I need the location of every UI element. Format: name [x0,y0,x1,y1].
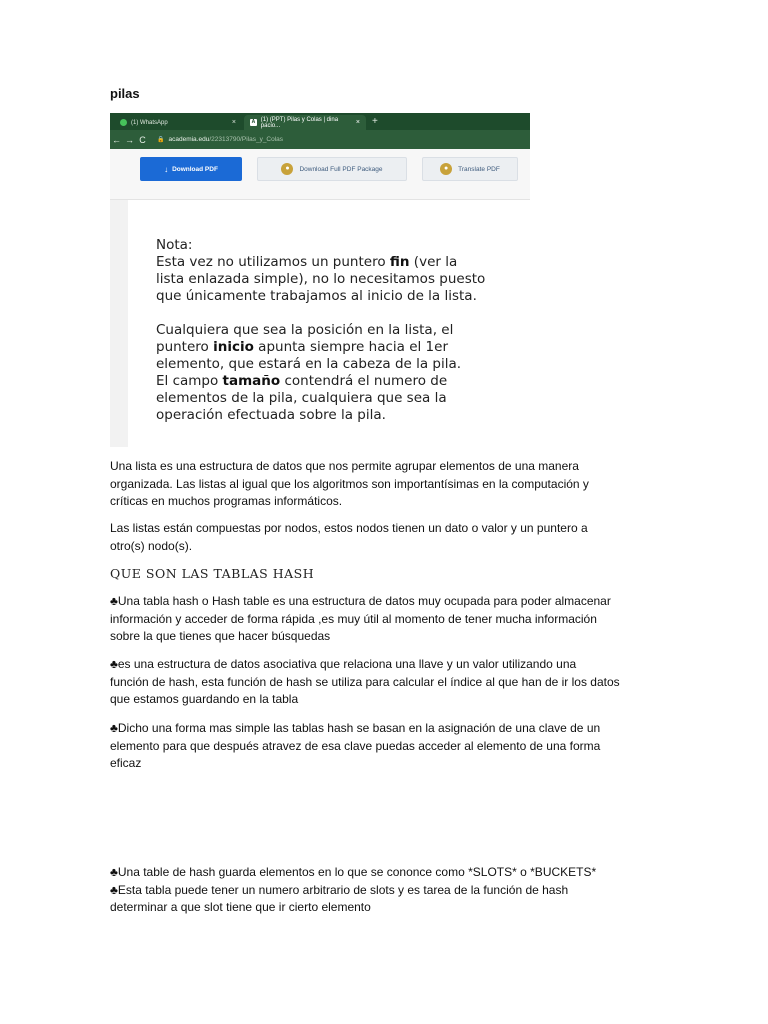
slide-line: elementos de la pila, cualquiera que sea la [156,390,447,406]
lock-icon: 🔒 [157,137,165,143]
slide-bold-word: fin [389,254,410,270]
text-line: eficaz [110,756,142,770]
tab-whatsapp[interactable] [114,115,242,130]
text-line: elemento para que después atravez de esa clave puedas acceder al elemento de una forma [110,738,601,753]
text-line: que estamos guardando en la tabla [110,692,299,706]
url-path: /22313790/Pilas_y_Colas [209,136,284,143]
slide-block-1 [156,237,530,305]
reload-icon[interactable]: C [139,134,146,145]
lock-icon: ● [281,163,293,175]
slide-line: puntero [156,339,214,355]
translate-pdf-label: Translate PDF [458,165,500,173]
download-pdf-button[interactable] [140,157,242,181]
translate-pdf-button[interactable] [422,157,518,181]
download-package-label: Download Full PDF Package [299,165,383,173]
text-line: sobre la que tienes que hacer búsquedas [110,629,331,643]
download-icon: ↓ [164,164,169,174]
document-heading: pilas [110,86,140,101]
slide-line: Nota: [156,237,193,253]
text-line: ♣Una tabla hash o Hash table es una estructura de datos muy ocupada para poder almacenar [110,594,611,608]
slide-line: elemento, que estará en la cabeza de la pila. [156,356,462,372]
slide-bold-word: inicio [213,339,254,355]
paragraph-listas-intro [110,458,658,511]
url-host: academia.edu [168,136,210,143]
paragraph-listas-nodos [110,520,658,555]
close-icon[interactable]: × [231,119,236,126]
text-line: Las listas están compuestas por nodos, estos nodos tienen un dato o valor y un puntero a [110,521,588,535]
address-bar [110,130,530,149]
slide-line: Esta vez no utilizamos un puntero [156,254,390,270]
embedded-screenshot [110,113,530,447]
whatsapp-icon [120,119,127,126]
text-line: ♣Una table de hash guarda elementos en lo que se cononce como *SLOTS* o *BUCKETS* [110,865,597,879]
slide-bold-word: tamaño [222,373,281,389]
slide-line: El campo [156,373,223,389]
slide-line: lista enlazada simple), no lo necesitamos puesto [156,271,486,287]
forward-icon[interactable]: → [125,134,134,145]
paragraph-hash-definition [110,593,658,646]
slide-line: contendrá el numero de [280,373,448,389]
text-line: función de hash, esta función de hash se utiliza para calcular el índice al que han de ir los datos [110,674,620,689]
slide-line: apunta siempre hacia el 1er [253,339,448,355]
url-field[interactable] [168,136,283,143]
paragraph-hash-simple [110,720,658,773]
back-icon[interactable]: ← [112,134,121,145]
text-line: ♣Dicho una forma mas simple las tablas hash se basan en la asignación de una clave de un [110,721,601,735]
tab-academia[interactable] [244,115,366,130]
text-line: información y acceder de forma rápida ,es muy útil al momento de tener mucha información [110,611,597,626]
slide-line: (ver la [409,254,458,270]
download-pdf-label: Download PDF [172,165,218,173]
section-title: QUE SON LAS TABLAS HASH [110,566,315,581]
close-icon[interactable]: × [355,119,360,126]
slide-line: que únicamente trabajamos al inicio de la lista. [156,288,477,304]
lock-icon: ● [440,163,452,175]
pdf-toolbar [110,149,530,200]
text-line: otro(s) nodo(s). [110,538,193,553]
text-line: determinar a que slot tiene que ir cierto elemento [110,900,371,914]
new-tab-button[interactable]: + [372,116,378,127]
paragraph-hash-associative [110,656,658,709]
page-gutter [110,200,128,447]
browser-tab-bar [110,113,530,130]
text-line: críticas en muchos programas informáticos. [110,494,343,508]
text-line: ♣Esta tabla puede tener un numero arbitrario de slots y es tarea de la función de hash [110,882,569,897]
text-line: organizada. Las listas al igual que los algoritmos son importantísimas en la computación y [110,476,589,491]
tab-label: (1) (PPT) Pilas y Colas | dina pacio... [260,116,339,129]
academia-icon: A [251,119,256,125]
slide-block-2 [156,322,530,424]
slide-line: Cualquiera que sea la posición en la lista, el [156,322,454,338]
paragraph-hash-slots [110,864,658,917]
text-line: Una lista es una estructura de datos que nos permite agrupar elementos de una manera [110,459,579,473]
text-line: ♣es una estructura de datos asociativa que relaciona una llave y un valor utilizando una [110,657,577,671]
download-package-button[interactable] [257,157,407,181]
tab-label: (1) WhatsApp [131,119,168,126]
slide-content [128,200,530,447]
slide-line: operación efectuada sobre la pila. [156,407,386,423]
